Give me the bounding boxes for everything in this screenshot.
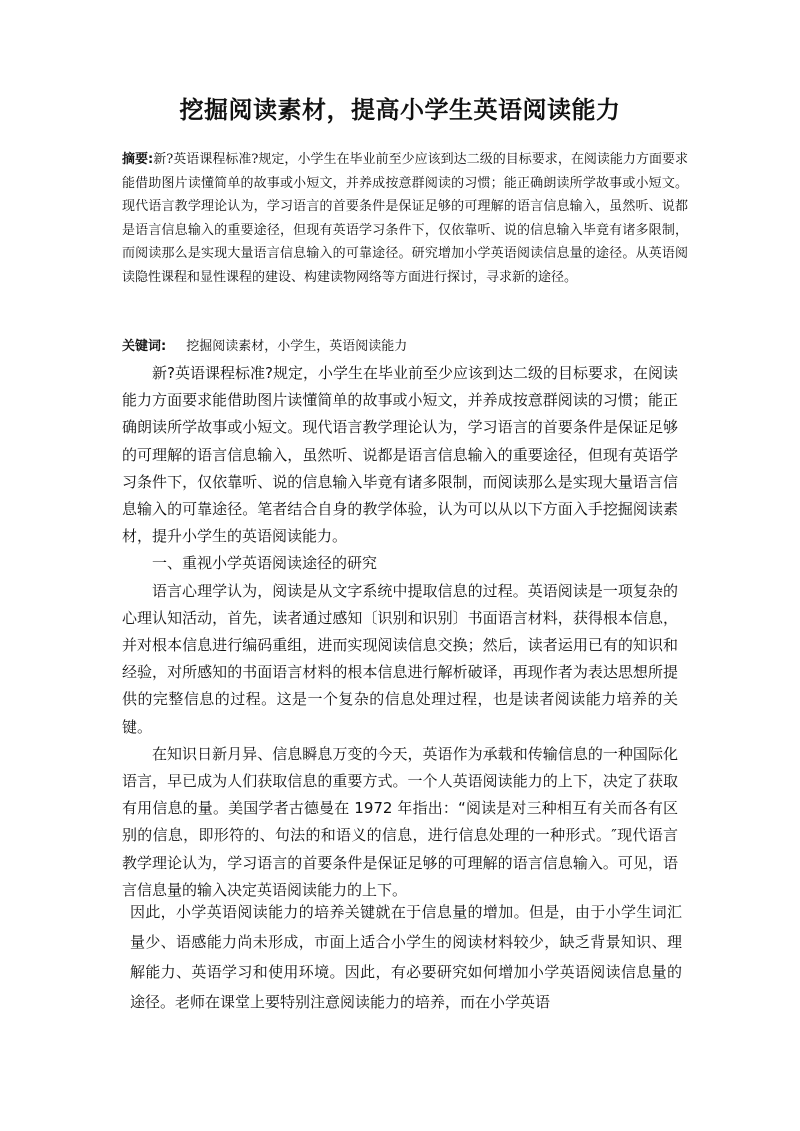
abstract-label: 摘要: [122,152,154,167]
paragraph-reading-psychology: 语言心理学认为，阅读是从文字系统中提取信息的过程。英语阅读是一项复杂的心理认知活动，首先，读者通过感知〔识别和识别〕书面语言材料，获得根本信息，并对根本信息进行编码重组，进而实现阅读信息交换；然后，读者运用已有的知识和经验，对所感知的书面语言材料的根本信息进行解析破译，再现作者为表达思想所提供的完整信息的过程。这是一个复杂的信息处理过程，也是读者阅读能力培养的关键。 [122,581,678,736]
section-heading: 一、重视小学英语阅读途径的研究 [152,554,378,573]
keywords-text: 挖掘阅读素材，小学生，英语阅读能力 [186,339,408,354]
document-title: 挖掘阅读素材，提高小学生英语阅读能力 [179,96,621,124]
keywords [122,337,688,357]
paragraph-information-volume: 因此，小学英语阅读能力的培养关键就在于信息量的增加。但是，由于小学生词汇量少、语感能力尚未形成，市面上适合小学生的阅读材料较少，缺乏背景知识、理解能力、英语学习和使用环境。因此，有必要研究如何增加小学英语阅读信息量的途径。老师在课堂上要特别注意阅读能力的培养，而在小学英语 [130,903,682,1011]
body-text [122,360,678,904]
abstract-text: 新?英语课程标准?规定，小学生在毕业前至少应该到达二级的目标要求，在阅读能力方面要求能借助图片读懂简单的故事或小短文，并养成按意群阅读的习惯；能正确朗读所学故事或小短文。现代语言教学理论认为，学习语言的首要条件是保证足够的可理解的语言信息输入，虽然听、说都是语言信息输入的重要途径，但现有英语学习条件下，仅依靠听、说的信息输入毕竟有诸多限制，而阅读那么是实现大量语言信息输入的可靠途径。研究增加小学英语阅读信息量的途径。从英语阅读隐性课程和显性课程的建设、构建读物网络等方面进行探讨，寻求新的途径。 [122,152,688,285]
abstract [122,148,688,289]
paragraph-intro: 新?英语课程标准?规定，小学生在毕业前至少应该到达二级的目标要求，在阅读能力方面要求能借助图片读懂简单的故事或小短文，并养成按意群阅读的习惯；能正确朗读所学故事或小短文。现代语言教学理论认为，学习语言的首要条件是保证足够的可理解的语言信息输入，虽然听、说都是语言信息输入的重要途径，但现有英语学习条件下，仅依靠听、说的信息输入毕竟有诸多限制，而阅读那么是实现大量语言信息输入的可靠途径。笔者结合自身的教学体验，认为可以从以下方面入手挖掘阅读素材，提升小学生的英语阅读能力。 [122,364,678,546]
keywords-label: 关键词: [122,339,167,354]
paragraph-information-age: 在知识日新月异、信息瞬息万变的今天，英语作为承载和传输信息的一种国际化语言，早已成为人们获取信息的重要方式。一个人英语阅读能力的上下，决定了获取有用信息的量。美国学者古德曼在 1972 年指出：“阅读是对三种相互有关而各有区别的信息，即形符的、句法的和语义的信息，进行信息处理的一种形式。″现代语言教学理论认为，学习语言的首要条件是保证足够的可理解的语言信息输入。可见，语言信息量的输入决定英语阅读能力的上下。 [122,744,678,899]
